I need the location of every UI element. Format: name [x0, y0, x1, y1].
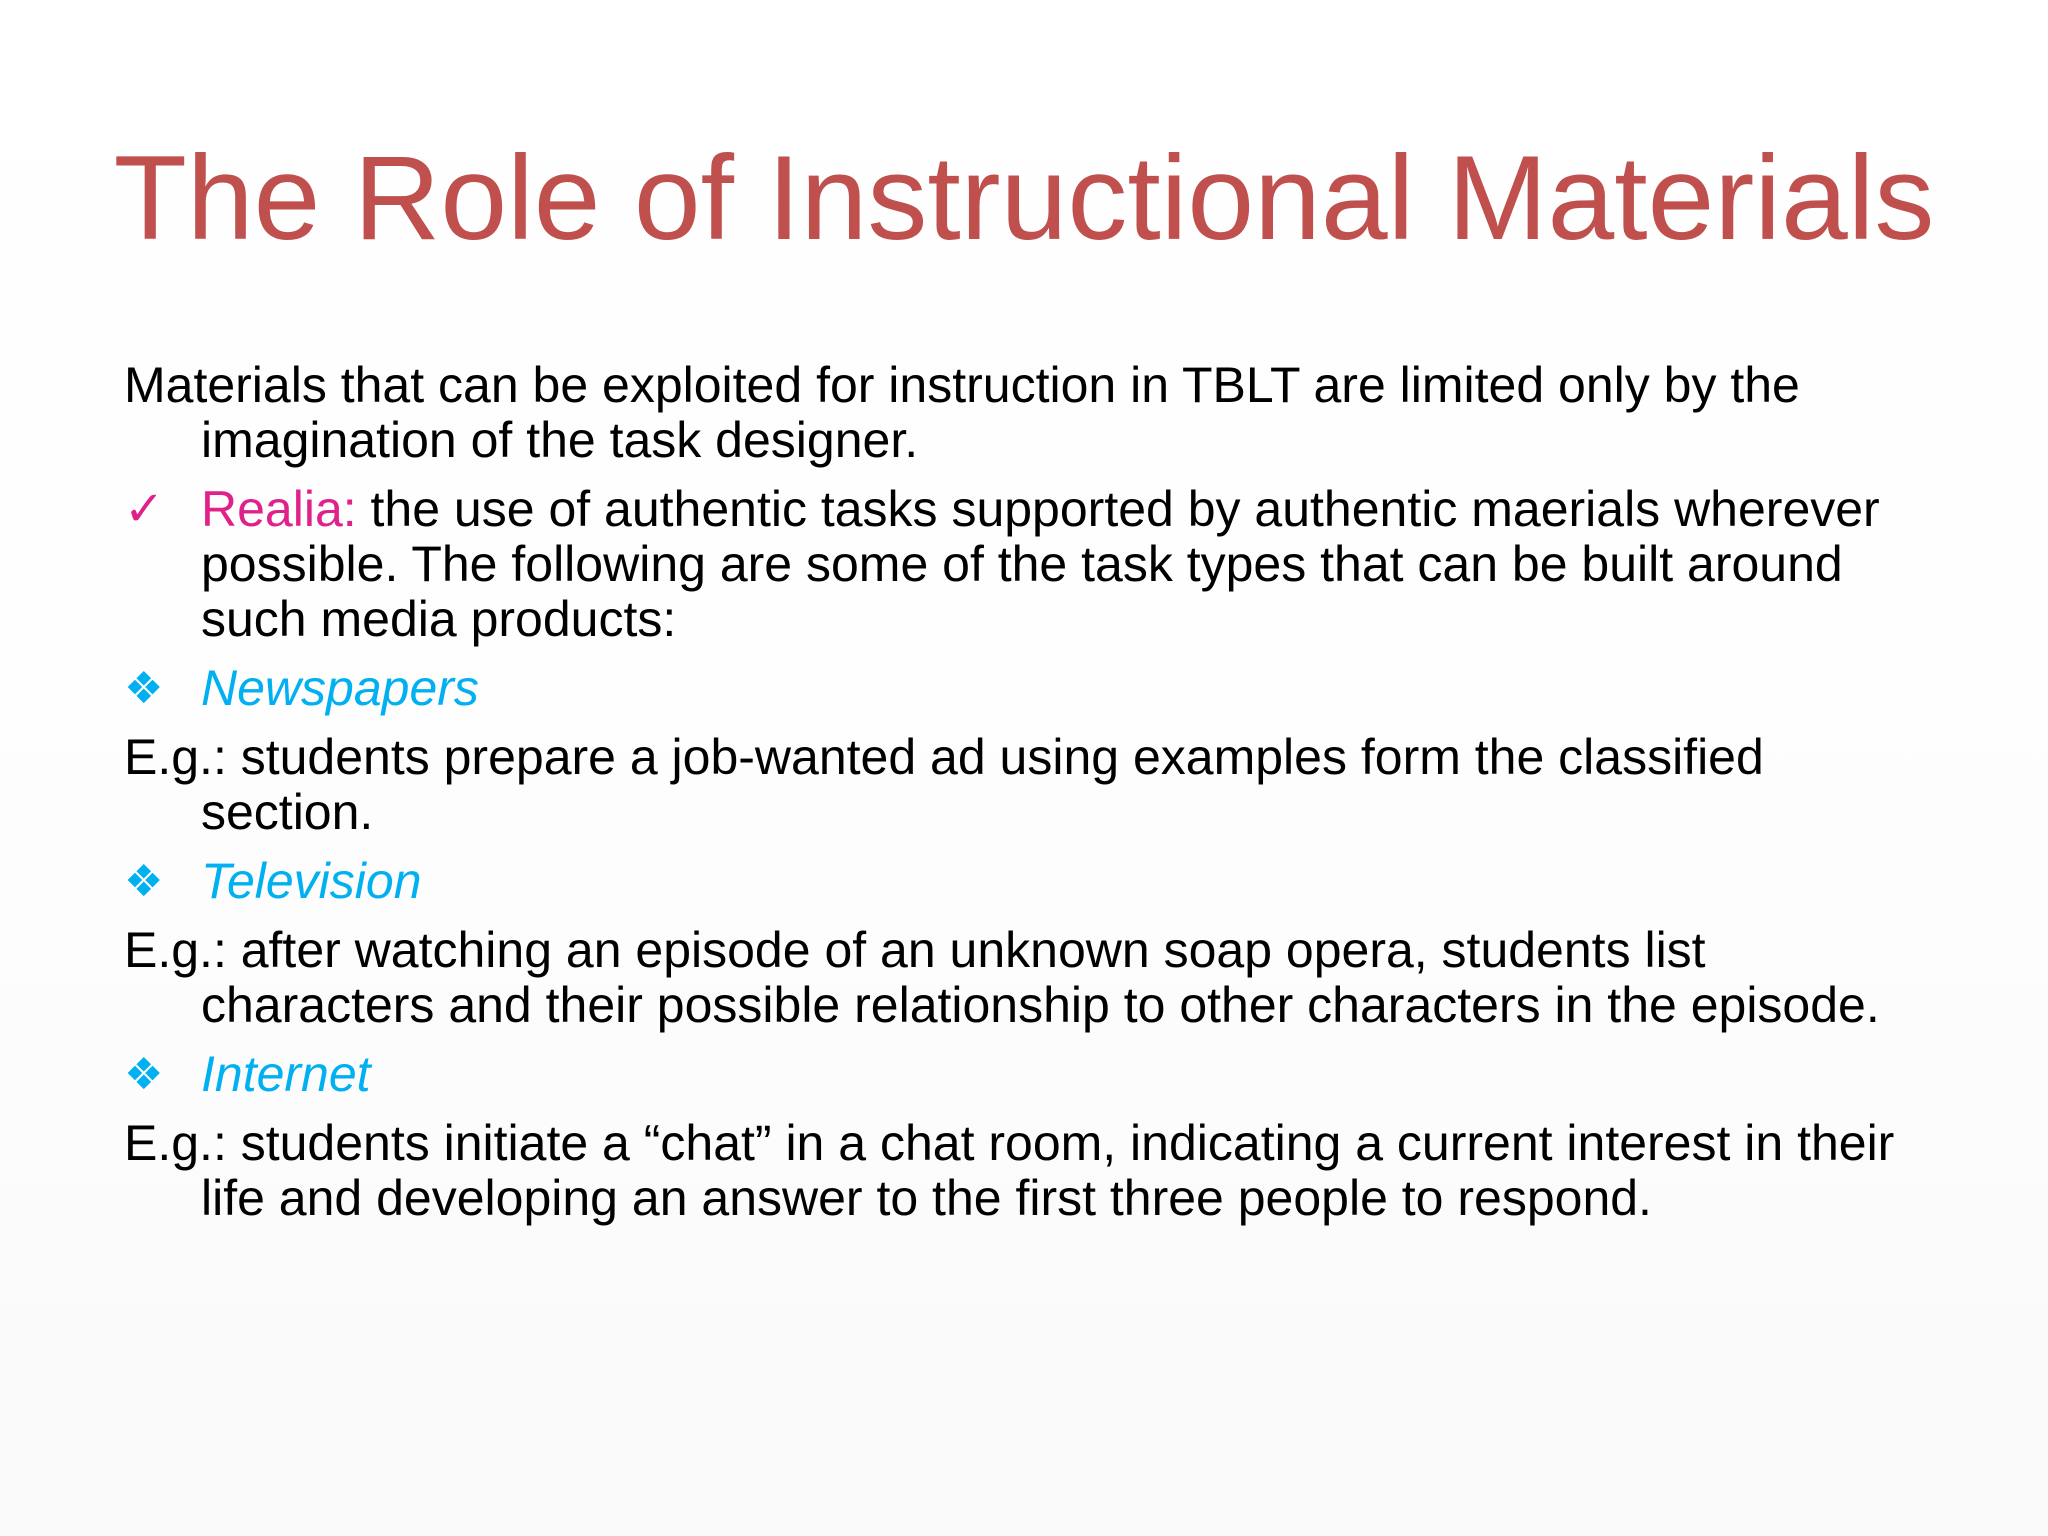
example-internet: E.g.: students initiate a “chat” in a chat room, indicating a current interest in their life and developing an answer to the first three people to respond. — [124, 1115, 1895, 1226]
realia-label: Realia: — [201, 481, 357, 537]
media-item-television — [124, 854, 1924, 909]
slide-title: The Role of Instructional Materials — [113, 131, 1935, 265]
four-diamond-icon: ❖ — [124, 1050, 164, 1099]
example-television: E.g.: after watching an episode of an unknown soap opera, students list characters and their possible relationship to other characters in the episode. — [124, 922, 1880, 1033]
checkmark-icon: ✓ — [124, 483, 165, 536]
four-diamond-icon: ❖ — [124, 664, 164, 713]
four-diamond-icon: ❖ — [124, 857, 164, 906]
media-name: Newspapers — [201, 660, 479, 716]
slide-body — [124, 358, 1924, 1226]
media-item-newspapers — [124, 661, 1924, 716]
intro-paragraph: Materials that can be exploited for instruction in TBLT are limited only by the imagination of the task designer. — [124, 357, 1800, 468]
realia-text: the use of authentic tasks supported by authentic maerials wherever possible. The following are some of the task types that can be built around such media products: — [201, 481, 1880, 647]
example-newspapers: E.g.: students prepare a job-wanted ad using examples form the classified section. — [124, 729, 1764, 840]
media-name: Television — [201, 853, 422, 909]
media-item-internet — [124, 1047, 1924, 1102]
realia-item — [124, 482, 1924, 647]
media-name: Internet — [201, 1046, 371, 1102]
